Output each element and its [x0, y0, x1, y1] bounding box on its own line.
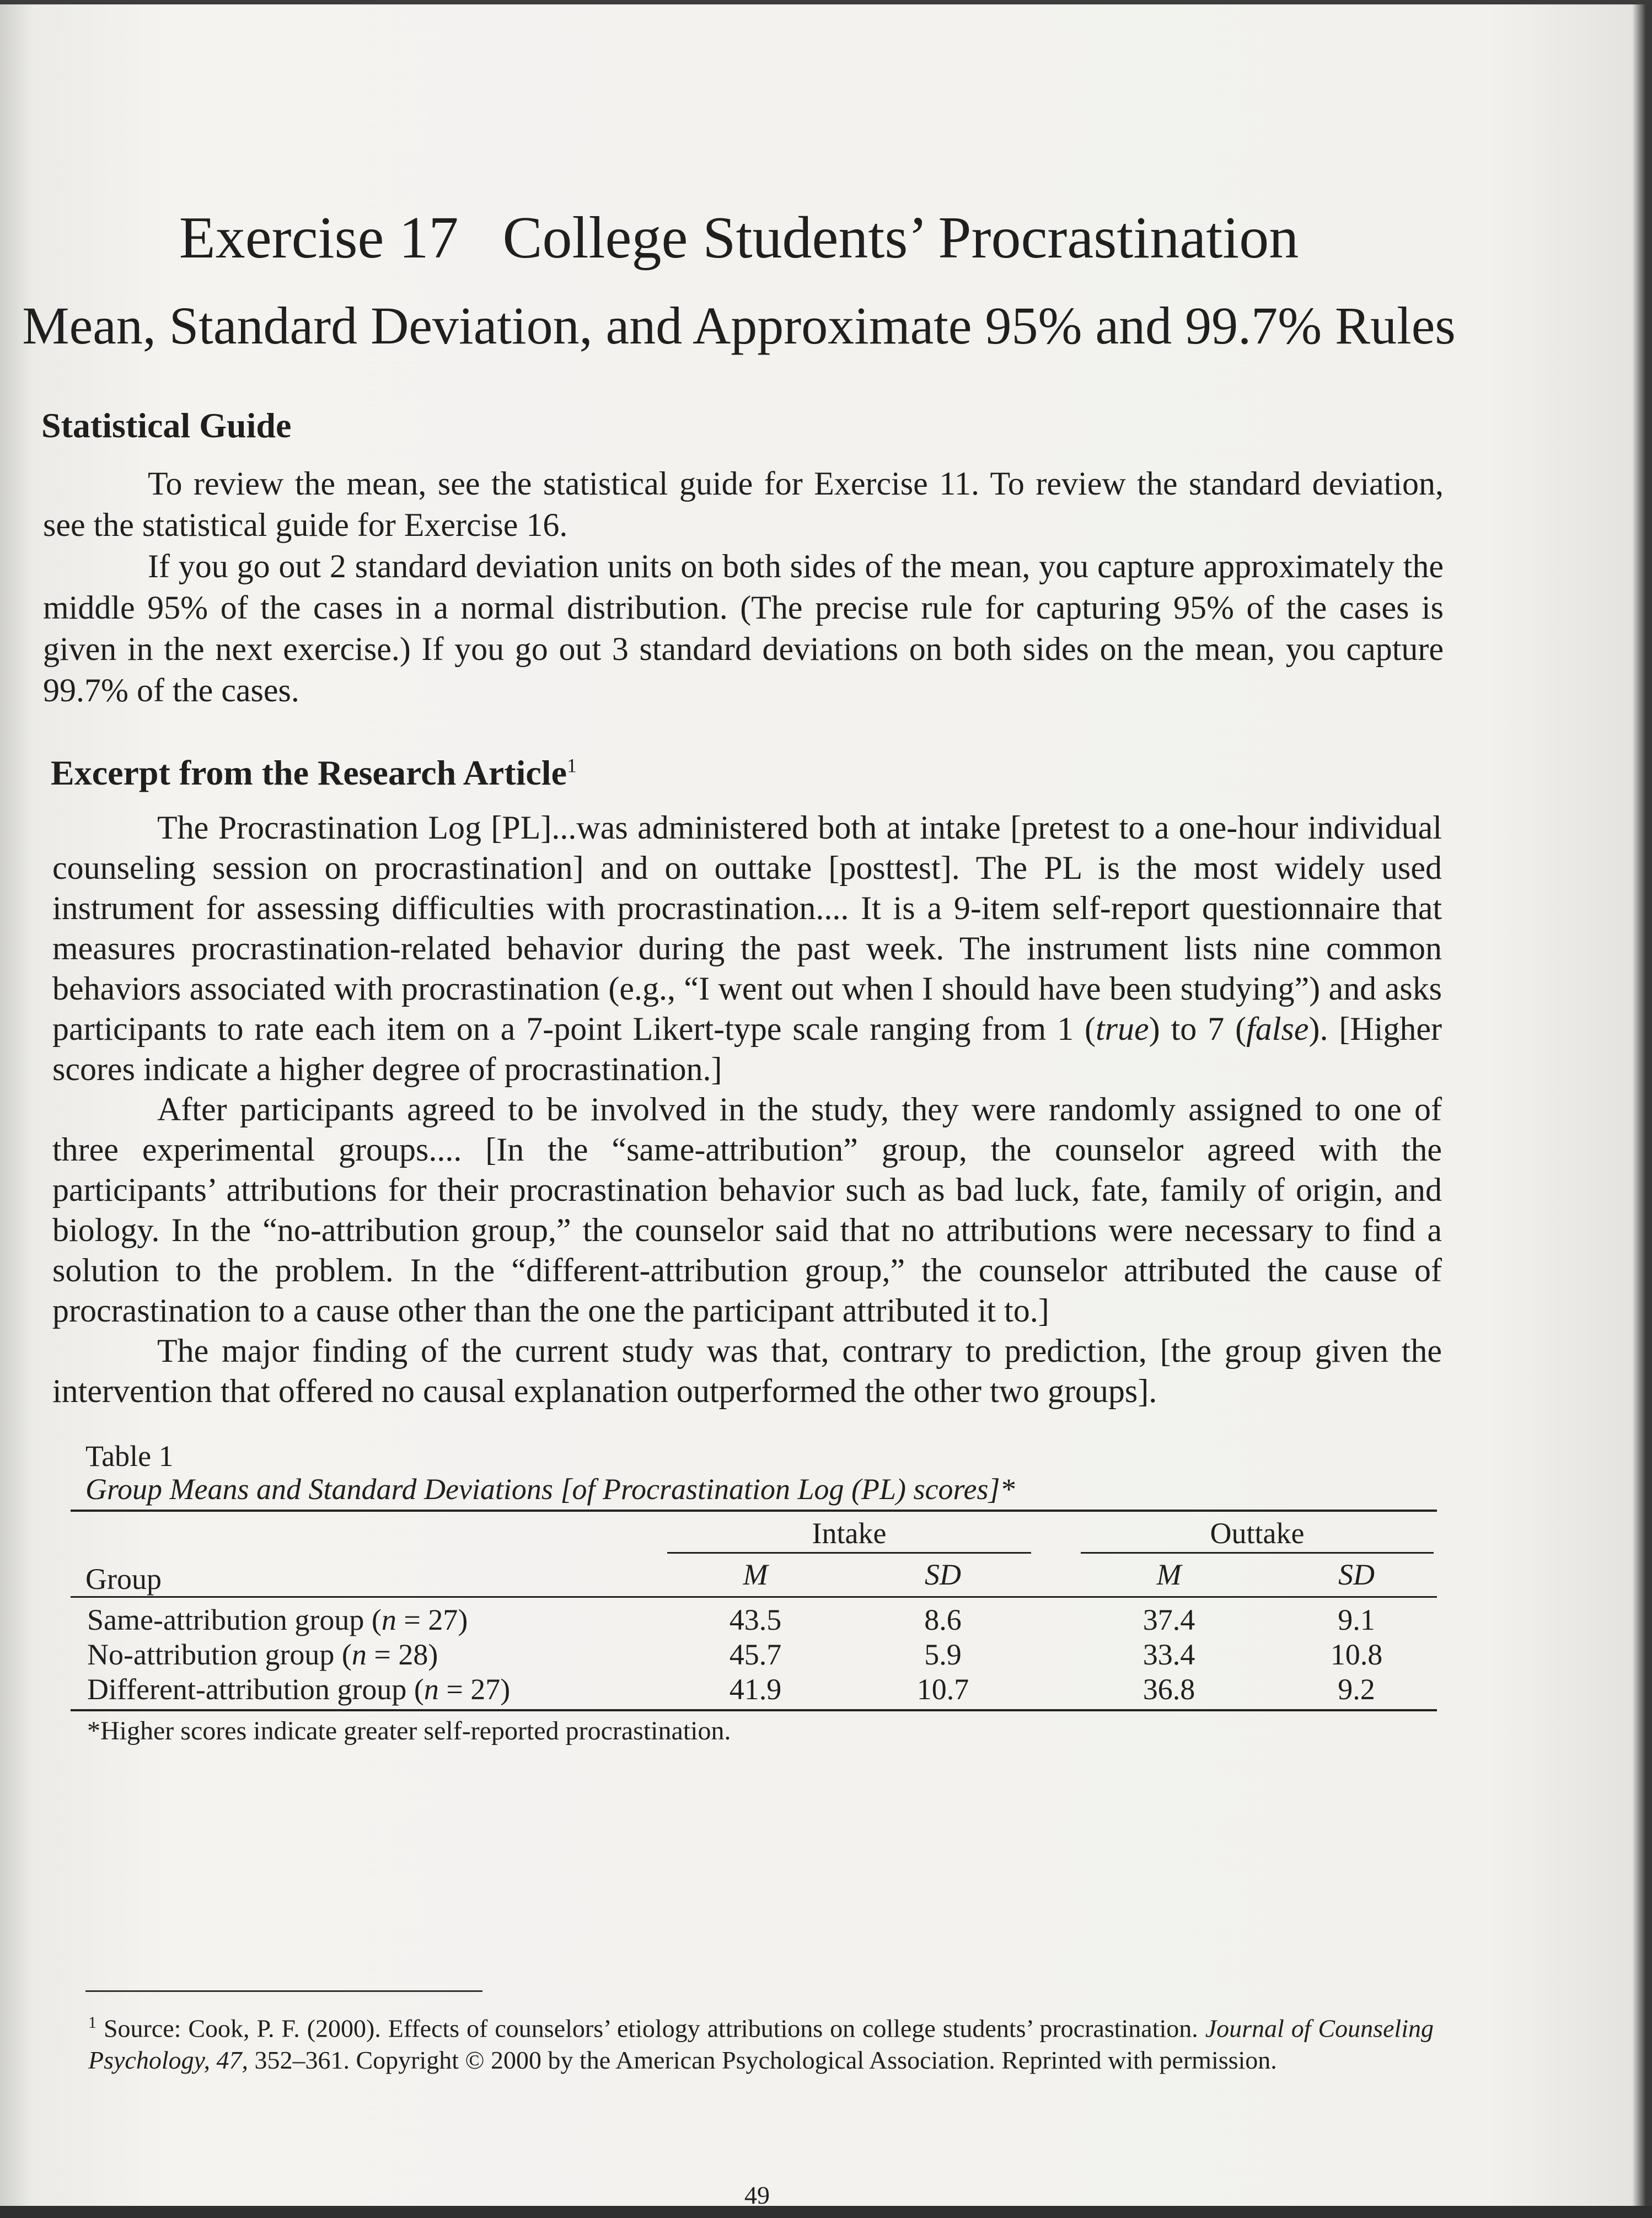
statistical-guide-paragraph-1: To review the mean, see the statistical guide for Exercise 11. To review the standard deviation, see the statistical guide for Exercise 16. [43, 465, 1444, 543]
group-column-header: Group [85, 1562, 162, 1596]
statistical-guide-paragraph-2: If you go out 2 standard deviation units on both sides of the mean, you capture approximately the middle 95% of the cases in a normal distribution. (The precise rule for capturing 95% of the cases is given in the next exercise.) If you go out 3 standard deviations on both sides on the mean, you capture 99.7% of the cases. [43, 548, 1444, 708]
footnote-journal: Journal of Counseling Psychology, 47, [88, 2014, 1434, 2075]
excerpt-p1-part-b: ) to 7 ( [1149, 1011, 1247, 1047]
table-note: *Higher scores indicate greater self-reported procrastination. [87, 1716, 731, 1746]
excerpt-p1-part-c: ). [Higher scores indicate a higher degree of procrastination.] [52, 1011, 1442, 1087]
row-2-n-value: = 28) [366, 1638, 438, 1671]
row-1-intake-m: 43.5 [729, 1603, 782, 1636]
table-caption: Group Means and Standard Deviations [of Procrastination Log (PL) scores]* [85, 1473, 1015, 1506]
table-header-rule [71, 1596, 1437, 1598]
excerpt-heading [51, 753, 577, 793]
footnote [88, 2007, 1434, 2076]
outtake-sd-header: SD [1338, 1558, 1375, 1591]
page-subtitle: Mean, Standard Deviation, and Approximate 95% and 99.7% Rules [22, 296, 1456, 355]
table-row-3-group [87, 1672, 510, 1706]
statistical-guide-text [43, 463, 1444, 711]
footnote-mark: 1 [88, 2013, 96, 2032]
row-2-group-label: No-attribution group ( [87, 1638, 352, 1671]
page-edge-bottom [0, 2206, 1652, 2218]
table-top-rule [71, 1510, 1437, 1512]
row-1-group-label: Same-attribution group ( [87, 1603, 382, 1636]
intake-m-header: M [743, 1558, 768, 1591]
statistical-guide-heading: Statistical Guide [41, 406, 292, 445]
excerpt-heading-footnote-mark: 1 [566, 754, 577, 777]
excerpt-paragraph-2: After participants agreed to be involved in the study, they were randomly assigned to one of three experimental groups.... [In the “same-attribution” group, the counselor agreed with the participants’ attributions for their procrastination behavior such as bad luck, fate, family of origin, and biology. In the “no-attribution group,” the counselor said that no attributions were necessary to find a solution to the problem. In the “different-attribution group,” the counselor attributed the cause of procrastination to a cause other than the one the participant attributed it to.] [52, 1091, 1442, 1329]
row-2-outtake-sd: 10.8 [1330, 1638, 1383, 1671]
row-2-intake-m: 45.7 [729, 1638, 782, 1671]
footnote-rule [85, 1990, 482, 1992]
page-edge-top [0, 0, 1652, 4]
table-row-2-group [87, 1637, 438, 1672]
outtake-m-header: M [1156, 1558, 1182, 1591]
outtake-header: Outtake [1210, 1517, 1305, 1550]
intake-header-rule [667, 1552, 1031, 1554]
exercise-title: College Students’ Procrastination [502, 205, 1299, 271]
excerpt-text [52, 808, 1442, 1411]
table-bottom-rule [71, 1709, 1437, 1711]
excerpt-paragraph-1 [52, 808, 1442, 1089]
row-2-outtake-m: 33.4 [1143, 1638, 1195, 1671]
page-title [0, 204, 1478, 272]
row-3-group-label: Different-attribution group ( [87, 1673, 424, 1706]
row-3-n-value: = 27) [438, 1673, 511, 1706]
footnote-text-b: 352–361. Copyright © 2000 by the American Psychological Association. Reprinted with permission. [248, 2046, 1277, 2075]
row-3-intake-m: 41.9 [729, 1673, 782, 1706]
excerpt-paragraph-3: The major finding of the current study was that, contrary to prediction, [the group given the intervention that offered no causal explanation outperformed the other two groups]. [52, 1333, 1442, 1409]
row-2-n-label: n [351, 1638, 367, 1671]
excerpt-p1-true: true [1096, 1011, 1149, 1047]
footnote-text-a: Source: Cook, P. F. (2000). Effects of counselors’ etiology attributions on college students’ procrastination. [103, 2014, 1205, 2043]
exercise-number: Exercise 17 [179, 205, 459, 271]
row-1-n-label: n [381, 1603, 396, 1636]
row-1-n-value: = 27) [396, 1603, 468, 1636]
excerpt-heading-text: Excerpt from the Research Article [51, 753, 567, 792]
row-1-intake-sd: 8.6 [924, 1603, 962, 1636]
intake-sd-header: SD [925, 1558, 961, 1591]
excerpt-p1-part-a: The Procrastination Log [PL]...was administered both at intake [pretest to a one-hour individual counseling session on procrastination] and on outtake [posttest]. The PL is the most widely used instrument for assessing difficulties with procrastination.... It is a 9-item self-report questionnaire that measures procrastination-related behavior during the past week. The instrument lists nine common behaviors associated with procrastination (e.g., “I went out when I should have been studying”) and asks participants to rate each item on a 7-point Likert-type scale ranging from 1 ( [52, 809, 1442, 1047]
row-1-outtake-sd: 9.1 [1338, 1603, 1375, 1636]
intake-header: Intake [812, 1517, 887, 1550]
row-3-outtake-sd: 9.2 [1338, 1673, 1375, 1706]
table-label: Table 1 [85, 1440, 174, 1473]
row-3-n-label: n [423, 1673, 439, 1706]
table-row-1-group [87, 1603, 468, 1637]
row-3-intake-sd: 10.7 [916, 1673, 969, 1706]
outtake-header-rule [1081, 1552, 1434, 1554]
page-number: 49 [744, 2181, 770, 2209]
row-3-outtake-m: 36.8 [1143, 1673, 1195, 1706]
row-2-intake-sd: 5.9 [924, 1638, 962, 1671]
excerpt-p1-false: false [1246, 1011, 1309, 1047]
row-1-outtake-m: 37.4 [1143, 1603, 1195, 1636]
